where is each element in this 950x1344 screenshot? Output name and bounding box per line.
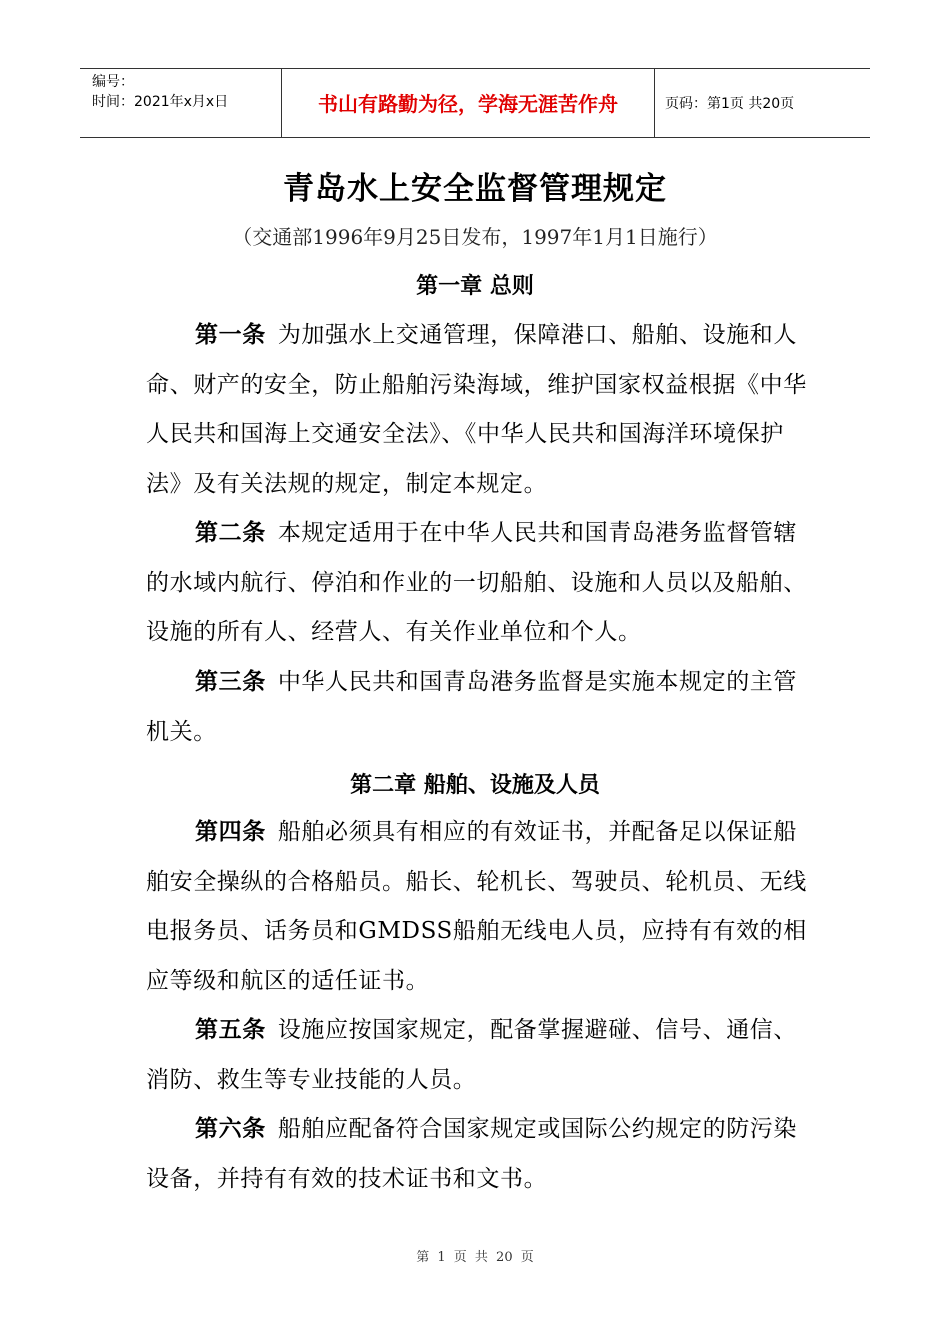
document-subtitle: （交通部1996年9月25日发布，1997年1月1日施行） bbox=[232, 225, 718, 249]
article-label: 第四条 bbox=[195, 819, 266, 845]
article-6 bbox=[146, 1105, 810, 1204]
article-4 bbox=[146, 808, 810, 1006]
article-5 bbox=[146, 1006, 810, 1105]
article-label: 第一条 bbox=[195, 322, 266, 348]
document-number-label: 编号： bbox=[92, 74, 134, 90]
article-text: 船舶应配备符合国家规定或国际公约规定的防污染设备，并持有有效的技术证书和文书。 bbox=[146, 1116, 798, 1192]
article-label: 第五条 bbox=[195, 1017, 266, 1043]
page-footer: 第 1 页 共 20 页 bbox=[416, 1250, 534, 1265]
chapter-heading: 第一章 总则 bbox=[416, 274, 534, 299]
article-text: 本规定适用于在中华人民共和国青岛港务监督管辖的水域内航行、停泊和作业的一切船舶、设施和人员以及船舶、设施的所有人、经营人、有关作业单位和个人。 bbox=[146, 520, 807, 645]
document-time-label: 时间：2021年x月x日 bbox=[92, 94, 229, 110]
article-text: 设施应按国家规定，配备掌握避碰、信号、通信、消防、救生等专业技能的人员。 bbox=[146, 1017, 798, 1093]
article-label: 第六条 bbox=[195, 1116, 266, 1142]
article-2 bbox=[146, 509, 810, 658]
article-text: 船舶必须具有相应的有效证书，并配备足以保证船舶安全操纵的合格船员。船长、轮机长、驾驶员、轮机员、无线电报务员、话务员和GMDSS船舶无线电人员，应持有有效的相应等级和航区的适任证书。 bbox=[146, 819, 807, 994]
article-label: 第三条 bbox=[195, 669, 266, 695]
article-text: 为加强水上交通管理，保障港口、船舶、设施和人命、财产的安全，防止船舶污染海域，维护国家权益根据《中华人民共和国海上交通安全法》、《中华人民共和国海洋环境保护法》及有关法规的规定，制定本规定。 bbox=[146, 322, 807, 497]
chapter-heading: 第二章 船舶、设施及人员 bbox=[350, 773, 600, 798]
article-label: 第二条 bbox=[195, 520, 266, 546]
article-3 bbox=[146, 658, 810, 757]
header-meta bbox=[80, 69, 282, 137]
page-header bbox=[80, 68, 870, 138]
header-page-number: 页码：第1页 共20页 bbox=[665, 96, 795, 112]
article-1 bbox=[146, 311, 810, 509]
header-motto: 书山有路勤为径，学海无涯苦作舟 bbox=[282, 69, 655, 137]
article-text: 中华人民共和国青岛港务监督是实施本规定的主管机关。 bbox=[146, 669, 798, 745]
document-title: 青岛水上安全监督管理规定 bbox=[283, 171, 667, 207]
